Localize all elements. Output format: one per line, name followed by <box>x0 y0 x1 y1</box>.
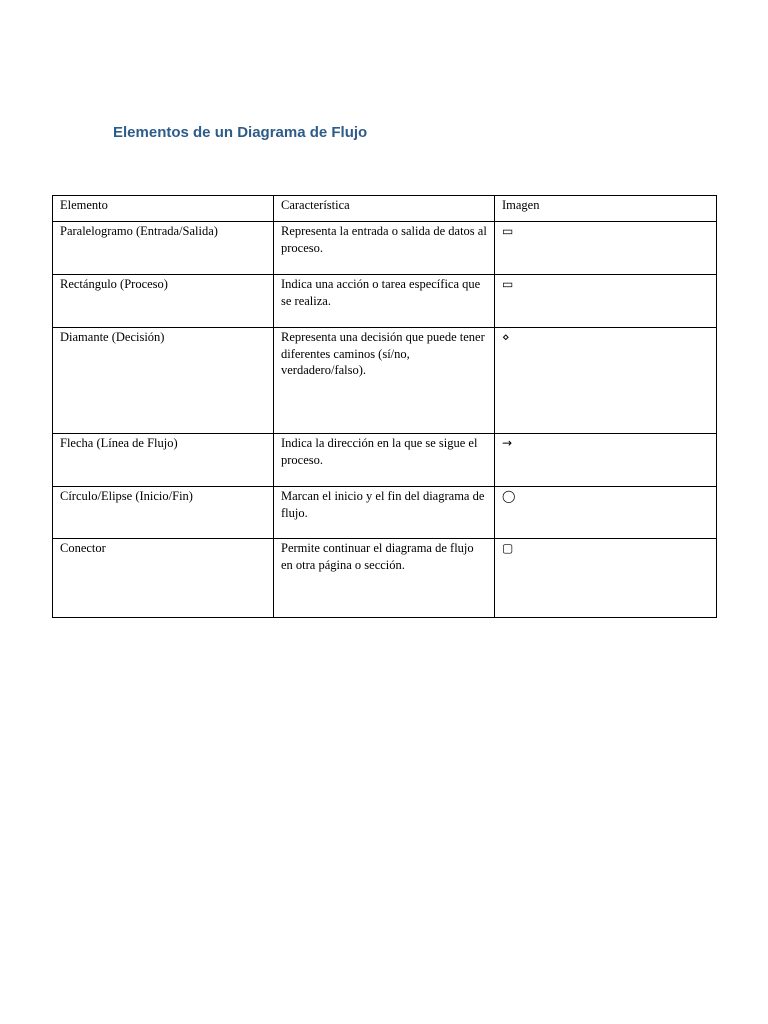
cell-imagen <box>495 222 717 275</box>
parallelogram-icon: ▭ <box>502 224 514 238</box>
cell-elemento: Conector <box>53 539 274 618</box>
header-imagen: Imagen <box>495 196 717 222</box>
diamond-icon: ⋄ <box>502 330 510 344</box>
cell-elemento: Flecha (Línea de Flujo) <box>53 434 274 487</box>
cell-caracteristica: Representa la entrada o salida de datos al proceso. <box>274 222 495 275</box>
connector-icon: ▢ <box>502 541 514 555</box>
cell-caracteristica: Permite continuar el diagrama de flujo en otra página o sección. <box>274 539 495 618</box>
table-row <box>53 275 717 328</box>
cell-imagen <box>495 328 717 434</box>
cell-caracteristica: Indica una acción o tarea específica que se realiza. <box>274 275 495 328</box>
cell-caracteristica: Indica la dirección en la que se sigue el proceso. <box>274 434 495 487</box>
page-title: Elementos de un Diagrama de Flujo <box>113 124 368 141</box>
cell-imagen <box>495 434 717 487</box>
cell-elemento: Diamante (Decisión) <box>53 328 274 434</box>
circle-icon: ◯ <box>502 489 516 503</box>
cell-elemento: Círculo/Elipse (Inicio/Fin) <box>53 487 274 539</box>
flowchart-elements-table <box>52 195 717 618</box>
cell-caracteristica: Marcan el inicio y el fin del diagrama de flujo. <box>274 487 495 539</box>
table-row <box>53 328 717 434</box>
cell-caracteristica: Representa una decisión que puede tener diferentes caminos (sí/no, verdadero/falso). <box>274 328 495 434</box>
table-row <box>53 222 717 275</box>
table-row <box>53 487 717 539</box>
table-row <box>53 539 717 618</box>
cell-elemento: Paralelogramo (Entrada/Salida) <box>53 222 274 275</box>
header-elemento: Elemento <box>53 196 274 222</box>
arrow-icon: → <box>502 436 513 450</box>
cell-imagen <box>495 539 717 618</box>
table-header-row <box>53 196 717 222</box>
cell-elemento: Rectángulo (Proceso) <box>53 275 274 328</box>
table-row <box>53 434 717 487</box>
cell-imagen <box>495 275 717 328</box>
header-caracteristica: Característica <box>274 196 495 222</box>
cell-imagen <box>495 487 717 539</box>
rectangle-icon: ▭ <box>502 277 514 291</box>
